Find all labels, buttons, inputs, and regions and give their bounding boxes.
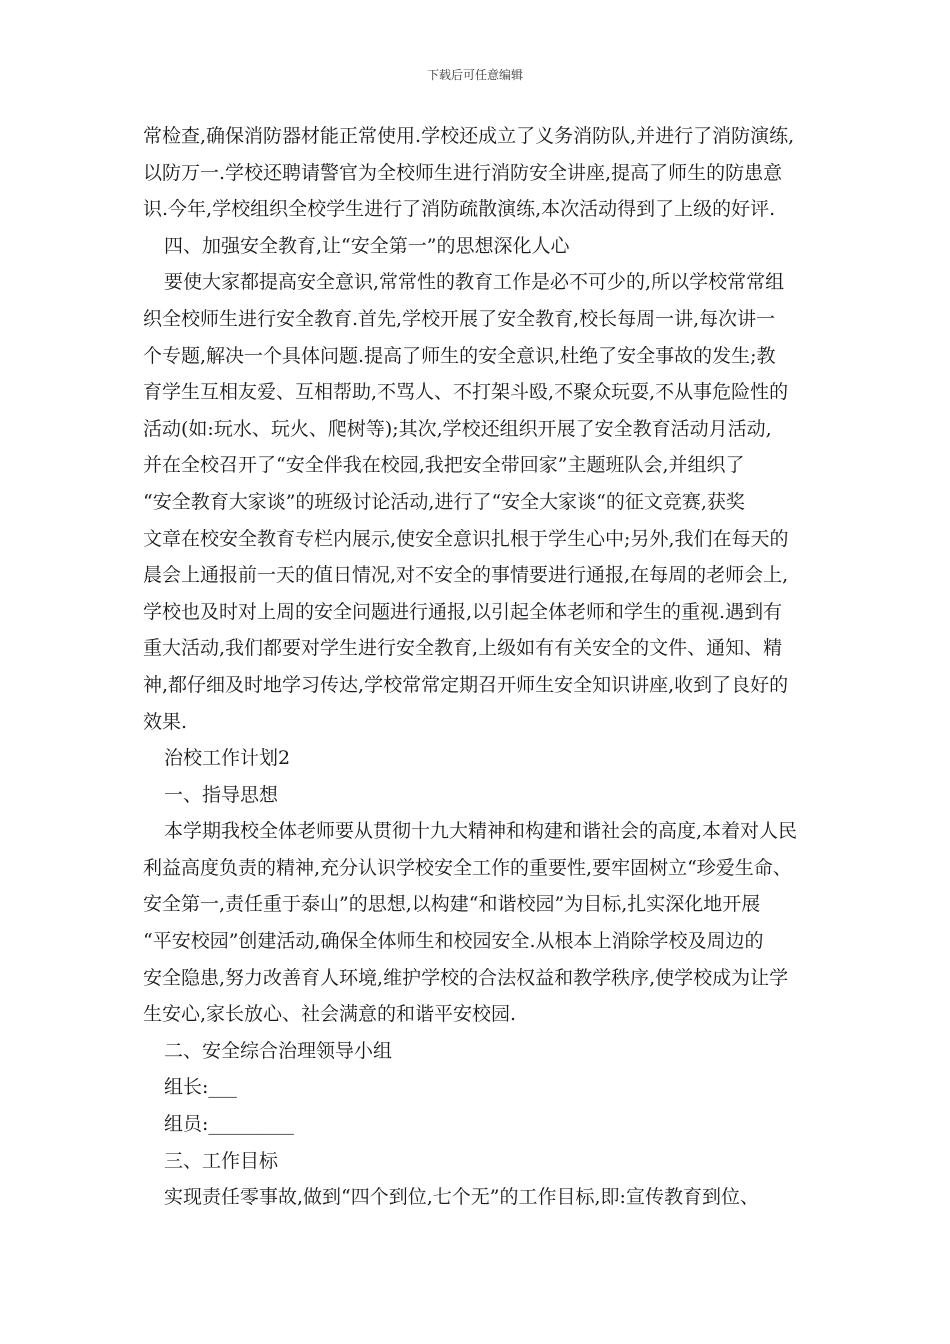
text-line: 本学期我校全体老师要从贯彻十九大精神和构建和谐社会的高度,本着对人民 [164, 820, 798, 843]
text-line: 组长:___ [164, 1076, 237, 1099]
text-line: 组员:_________ [164, 1113, 294, 1136]
document-body [143, 118, 813, 1216]
text-line: 识.今年,学校组织全校学生进行了消防疏散演练,本次活动得到了上级的好评. [143, 198, 776, 221]
text-line: 生安心,家长放心、社会满意的和谐平安校园. [143, 1003, 517, 1026]
text-line: 四、加强安全教育,让“安全第一”的思想深化人心 [164, 234, 570, 257]
text-line: 常检查,确保消防器材能正常使用.学校还成立了义务消防队,并进行了消防演练, [143, 125, 795, 147]
text-line: 要使大家都提高安全意识,常常性的教育工作是必不可少的,所以学校常常组 [164, 271, 785, 294]
text-line: 文章在校安全教育专栏内展示,使安全意识扎根于学生心中;另外,我们在每天的 [143, 527, 789, 550]
text-line: 安全隐患,努力改善育人环境,维护学校的合法权益和教学秩序,使学校成为让学 [143, 966, 789, 989]
text-line: 重大活动,我们都要对学生进行安全教育,上级如有有关安全的文件、通知、精 [143, 637, 783, 660]
text-line: 治校工作计划2 [164, 747, 291, 770]
text-line: 利益高度负责的精神,充分认识学校安全工作的重要性,要牢固树立“珍爱生命、 [143, 856, 792, 879]
page-header: 下载后可任意编辑 [426, 68, 523, 82]
text-line: 神,都仔细及时地学习传达,学校常常定期召开师生安全知识讲座,收到了良好的 [143, 673, 789, 696]
text-line: 三、工作目标 [164, 1149, 279, 1172]
text-line: 育学生互相友爱、互相帮助,不骂人、不打架斗殴,不聚众玩耍,不从事危险性的 [143, 381, 789, 404]
text-line: “安全教育大家谈”的班级讨论活动,进行了“安全大家谈“的征文竞赛,获奖 [143, 490, 745, 513]
text-line: 效果. [143, 710, 188, 733]
text-line: 活动(如:玩水、玩火、爬树等);其次,学校还组织开展了安全教育活动月活动, [143, 417, 772, 440]
text-line: 个专题,解决一个具体问题.提高了师生的安全意识,杜绝了安全事故的发生;教 [143, 344, 776, 367]
text-line: 一、指导思想 [164, 783, 279, 806]
text-line: 二、安全综合治理领导小组 [164, 1039, 393, 1062]
text-line: 学校也及时对上周的安全问题进行通报,以引起全体老师和学生的重视.遇到有 [143, 600, 783, 623]
text-line: 实现责任零事故,做到“四个到位,七个无”的工作目标,即:宣传教育到位、 [164, 1186, 759, 1209]
text-line: 并在全校召开了“安全伴我在校园,我把安全带回家”主题班队会,并组织了 [143, 454, 745, 477]
text-line: “平安校园”创建活动,确保全体师生和校园安全.从根本上消除学校及周边的 [143, 930, 764, 953]
text-line: 晨会上通报前一天的值日情况,对不安全的事情要进行通报,在每周的老师会上, [143, 564, 789, 587]
text-line: 安全第一,责任重于泰山”的思想,以构建“和谐校园”为目标,扎实深化地开展 [143, 893, 761, 916]
text-line: 织全校师生进行安全教育.首先,学校开展了安全教育,校长每周一讲,每次讲一 [143, 307, 776, 330]
text-line: 以防万一.学校还聘请警官为全校师生进行消防安全讲座,提高了师生的防患意 [143, 161, 783, 184]
